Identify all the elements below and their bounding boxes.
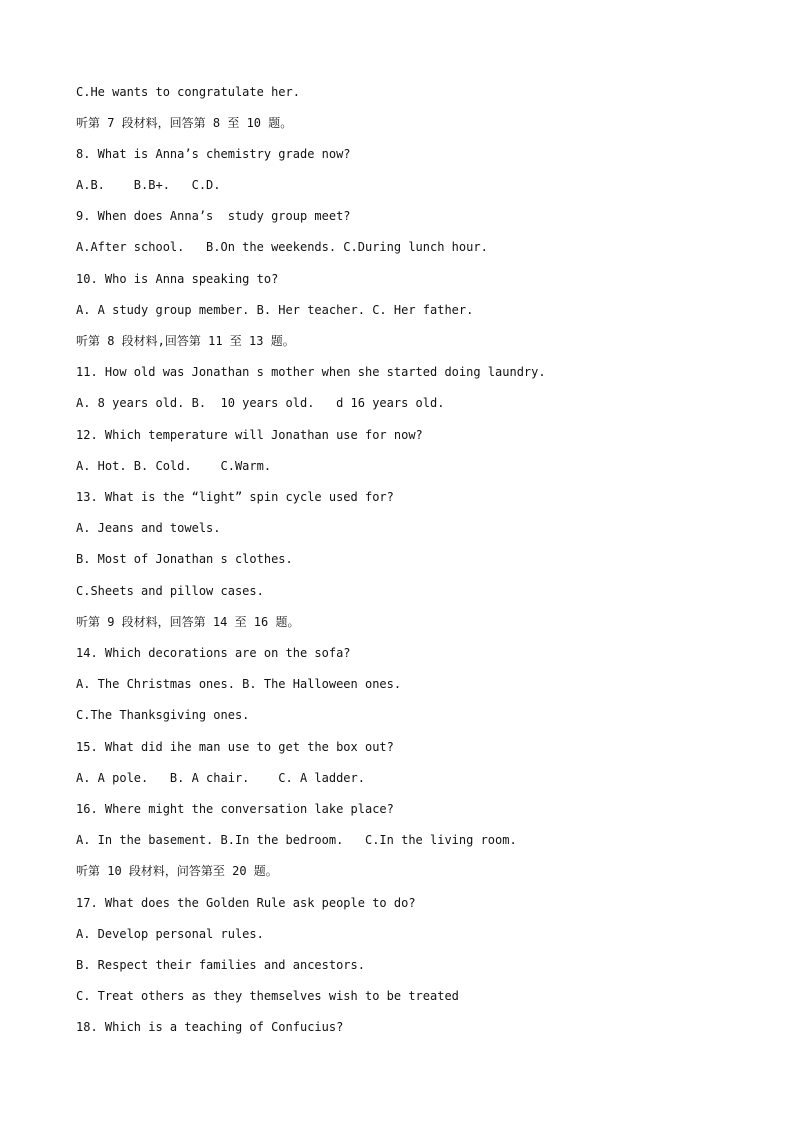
- question-10: 10. Who is Anna speaking to?: [76, 272, 279, 286]
- question-13: 13. What is the “light” spin cycle used for?: [76, 490, 394, 504]
- answer-option-13b: B. Most of Jonathan s clothes.: [76, 552, 293, 566]
- question-16: 16. Where might the conversation lake place?: [76, 802, 394, 816]
- question-14: 14. Which decorations are on the sofa?: [76, 646, 351, 660]
- section-heading-8: 听第 8 段材料,回答第 11 至 13 题。: [76, 334, 295, 348]
- answer-option-13c: C.Sheets and pillow cases.: [76, 584, 264, 598]
- answer-options-12: A. Hot. B. Cold. C.Warm.: [76, 459, 272, 473]
- answer-options-8: A.B. B.B+. C.D.: [76, 178, 221, 192]
- answer-options-14ab: A. The Christmas ones. B. The Halloween ones.: [76, 677, 402, 691]
- question-8: 8. What is Anna’s chemistry grade now?: [76, 147, 351, 161]
- question-18: 18. Which is a teaching of Confucius?: [76, 1020, 344, 1034]
- section-heading-9: 听第 9 段材料，回答第 14 至 16 题。: [76, 615, 300, 629]
- question-17: 17. What does the Golden Rule ask people to do?: [76, 896, 416, 910]
- section-heading-7: 听第 7 段材料，回答第 8 至 10 题。: [76, 116, 293, 130]
- answer-options-16: A. In the basement. B.In the bedroom. C.In the living room.: [76, 833, 517, 847]
- question-9: 9. When does Anna’s study group meet?: [76, 209, 351, 223]
- answer-options-9: A.After school. B.On the weekends. C.During lunch hour.: [76, 240, 488, 254]
- question-11: 11. How old was Jonathan s mother when she started doing laundry.: [76, 365, 546, 379]
- answer-option-c-congratulate: C.He wants to congratulate her.: [76, 85, 300, 99]
- answer-options-11: A. 8 years old. B. 10 years old. d 16 years old.: [76, 396, 445, 410]
- section-heading-10: 听第 10 段材料，问答第至 20 题。: [76, 864, 278, 878]
- question-15: 15. What did ihe man use to get the box out?: [76, 740, 394, 754]
- answer-option-13a: A. Jeans and towels.: [76, 521, 221, 535]
- answer-option-17c: C. Treat others as they themselves wish to be treated: [76, 989, 459, 1003]
- answer-option-17b: B. Respect their families and ancestors.: [76, 958, 365, 972]
- question-12: 12. Which temperature will Jonathan use for now?: [76, 428, 423, 442]
- answer-option-14c: C.The Thanksgiving ones.: [76, 708, 250, 722]
- answer-options-10: A. A study group member. B. Her teacher. C. Her father.: [76, 303, 474, 317]
- answer-options-15: A. A pole. B. A chair. C. A ladder.: [76, 771, 365, 785]
- answer-option-17a: A. Develop personal rules.: [76, 927, 264, 941]
